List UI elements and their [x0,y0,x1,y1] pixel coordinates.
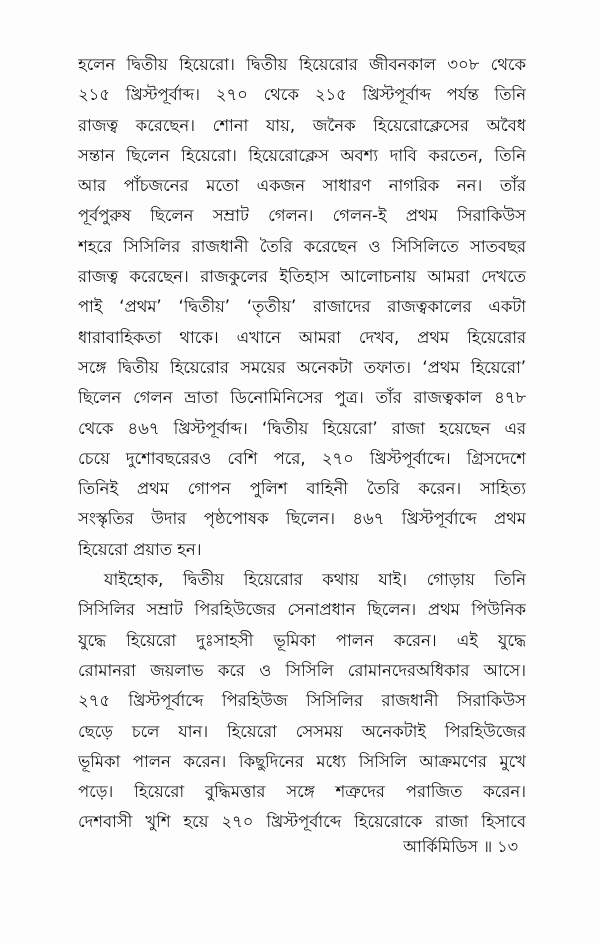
text-line: যুদ্ধে হিয়েরো দুঃসাহসী ভূমিকা পালন করেন। এই যুদ্ধে [78,630,526,650]
body-text [78,50,526,838]
text-line: যাইহোক, দ্বিতীয় হিয়েরোর কথায় যাই। গোড়ায় তিনি [104,570,526,590]
text-line: পূর্বপুরুষ ছিলেন সম্রাট গেলন। গেলন-ই প্রথম সিরাকিউস [78,206,526,226]
text-line: হিয়েরো প্রয়াত হন। [78,539,202,559]
text-line: রাজত্ব করেছেন। শোনা যায়, জনৈক হিয়েরোক্লেসের অবৈধ [78,115,526,135]
page-footer: আর্কিমিডিস ॥ ১৩ [403,837,518,856]
text-line: আর পাঁচজনের মতো একজন সাধারণ নাগরিক নন। তাঁর [78,176,526,196]
text-line: ২১৫ খ্রিস্টপূর্বাব্দ। ২৭০ থেকে ২১৫ খ্রিস্টপূর্বাব্দ পর্যন্ত তিনি [78,85,526,105]
text-line: সংস্কৃতির উদার পৃষ্ঠপোষক ছিলেন। ৪৬৭ খ্রিস্টপূর্বাব্দে প্রথম [78,509,526,529]
text-line: পড়ে। হিয়েরো বুদ্ধিমত্তার সঙ্গে শত্রুদের পরাজিত করেন। [78,782,526,802]
paragraph [78,565,526,838]
text-line: রাজত্ব করেছেন। রাজকুলের ইতিহাস আলোচনায় আমরা দেখতে [78,267,526,287]
text-line: সিসিলির সম্রাট পিরহিউজের সেনাপ্রধান ছিলেন। প্রথম পিউনিক [78,600,526,620]
paragraph [78,50,526,565]
text-line: ২৭৫ খ্রিস্টপূর্বাব্দে পিরহিউজ সিসিলির রাজধানী সিরাকিউস [78,691,526,711]
text-line: তিনিই প্রথম গোপন পুলিশ বাহিনী তৈরি করেন। সাহিত্য [78,479,526,499]
text-line: রোমানরা জয়লাভ করে ও সিসিলি রোমানদেরঅধিকার আসে। [78,660,526,680]
text-line: ছিলেন গেলন ভ্রাতা ডিনোমিনিসের পুত্র। তাঁর রাজত্বকাল ৪৭৮ [78,388,526,408]
text-line: পাই ‘প্রথম’ ‘দ্বিতীয়’ ‘তৃতীয়’ রাজাদের রাজত্বকালের একটা [78,297,526,317]
text-line: দেশবাসী খুশি হয়ে ২৭০ খ্রিস্টপূর্বাব্দে হিয়েরোকে রাজা হিসাবে [78,812,526,832]
text-line: সন্তান ছিলেন হিয়েরো। হিয়েরোক্লেস অবশ্য দাবি করতেন, তিনি [78,145,526,165]
text-line: শহরে সিসিলির রাজধানী তৈরি করেছেন ও সিসিলিতে সাতবছর [78,236,526,256]
text-line: থেকে ৪৬৭ খ্রিস্টপূর্বাব্দ। ‘দ্বিতীয় হিয়েরো’ রাজা হয়েছেন এর [78,418,526,438]
text-line: চেয়ে দুশোবছরেরও বেশি পরে, ২৭০ খ্রিস্টপূর্বাব্দে। গ্রিসদেশে [78,448,526,468]
text-line: ধারাবাহিকতা থাকে। এখানে আমরা দেখব, প্রথম হিয়েরোর [78,327,526,347]
text-line: সঙ্গে দ্বিতীয় হিয়েরোর সময়ের অনেকটা তফাত। ‘প্রথম হিয়েরো’ [78,357,526,377]
text-line: ছেড়ে চলে যান। হিয়েরো সেসময় অনেকটাই পিরহিউজের [78,721,526,741]
text-line: ভূমিকা পালন করেন। কিছুদিনের মধ্যে সিসিলি আক্রমণের মুখে [78,751,526,771]
text-line: হলেন দ্বিতীয় হিয়েরো। দ্বিতীয় হিয়েরোর জীবনকাল ৩০৮ থেকে [78,55,526,74]
